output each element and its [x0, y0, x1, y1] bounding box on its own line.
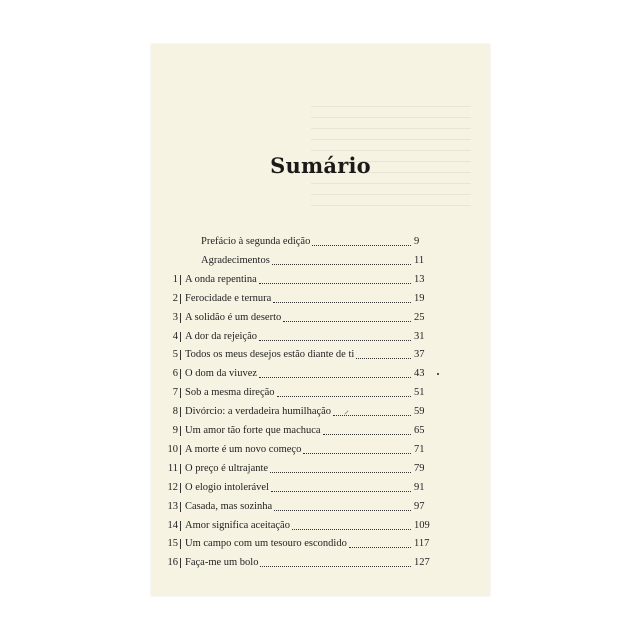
chapter-number: 11	[167, 462, 178, 474]
dot-leader	[323, 434, 411, 435]
dot-leader	[303, 453, 411, 454]
toc-entry	[185, 555, 412, 571]
dot-leader	[260, 566, 411, 567]
dot-leader	[356, 358, 411, 359]
separator-bar	[180, 539, 181, 549]
chapter-number: 10	[167, 443, 178, 455]
separator-bar	[180, 558, 181, 568]
toc-entry	[185, 385, 412, 401]
page-number: 127	[414, 557, 430, 569]
toc-entry	[201, 234, 412, 250]
toc-entry	[185, 423, 412, 439]
chapter-number: 9	[172, 425, 178, 436]
page-number: 79	[414, 462, 425, 474]
toc-entry	[185, 518, 412, 534]
chapter-title: Amor significa aceitação	[185, 519, 290, 531]
toc-row	[151, 366, 490, 382]
separator-bar	[180, 350, 181, 360]
dot-leader	[333, 415, 411, 416]
toc-entry	[185, 480, 412, 496]
dot-leader	[259, 377, 411, 378]
chapter-title: Casada, mas sozinha	[185, 500, 273, 512]
dot-leader	[259, 340, 411, 341]
dot-leader	[274, 510, 411, 511]
chapter-title: Faça-me um bolo	[185, 557, 259, 569]
page-number: 11	[414, 254, 425, 266]
dot-leader	[292, 529, 411, 530]
toc-entry	[185, 291, 412, 307]
page-number: 31	[414, 330, 425, 342]
page-number: 97	[414, 500, 425, 512]
separator-bar	[180, 388, 181, 398]
chapter-title: Um amor tão forte que machuca	[185, 425, 321, 436]
chapter-title: Divórcio: a verdadeira humilhação	[185, 406, 332, 418]
chapter-number: 16	[167, 557, 178, 569]
chapter-title: A onda repentina	[185, 273, 257, 285]
chapter-title: A morte é um novo começo	[185, 443, 302, 455]
chapter-title: Prefácio à segunda edição	[201, 236, 311, 247]
chapter-number: 5	[172, 349, 178, 361]
dot-leader	[349, 547, 411, 548]
page-number: 117	[414, 538, 430, 550]
chapter-title: O dom da viuvez	[185, 368, 258, 380]
dot-leader	[283, 321, 411, 322]
toc-row	[151, 536, 490, 552]
page-number: 37	[414, 349, 425, 361]
toc-entry	[185, 499, 412, 515]
toc-row	[151, 385, 490, 401]
toc-row	[151, 234, 490, 250]
chapter-number: 1	[172, 273, 178, 285]
chapter-title: Agradecimentos	[201, 254, 270, 266]
ink-speck	[437, 373, 439, 375]
chapter-title: O preço é ultrajante	[185, 462, 269, 474]
toc-row	[151, 253, 490, 269]
chapter-title: A dor da rejeição	[185, 330, 258, 342]
book-page	[151, 44, 490, 596]
separator-bar	[180, 502, 181, 512]
page-number: 19	[414, 292, 425, 304]
page-number: 43	[414, 368, 425, 380]
toc-row	[151, 347, 490, 363]
dot-leader	[273, 302, 411, 303]
page-number: 91	[414, 481, 425, 493]
separator-bar	[180, 521, 181, 531]
separator-bar	[180, 483, 181, 493]
separator-bar	[180, 464, 181, 474]
toc-row	[151, 499, 490, 515]
toc-entry	[185, 404, 412, 420]
page-number: 109	[414, 519, 430, 531]
chapter-number: 7	[172, 387, 178, 399]
toc-row	[151, 291, 490, 307]
dot-leader	[272, 264, 411, 265]
dot-leader	[270, 472, 411, 473]
separator-bar	[180, 445, 181, 455]
chapter-title: Todos os meus desejos estão diante de ti	[185, 349, 355, 361]
page-title: Sumário	[270, 153, 371, 178]
dot-leader	[271, 491, 411, 492]
chapter-number: 14	[167, 519, 178, 531]
chapter-title: O elogio intolerável	[185, 481, 269, 493]
toc-entry	[185, 310, 412, 326]
toc-entry	[185, 536, 412, 552]
chapter-title: Ferocidade e ternura	[185, 292, 272, 304]
chapter-number: 3	[172, 311, 178, 323]
toc-entry	[201, 253, 412, 269]
toc-entry	[185, 461, 412, 477]
page-number: 51	[414, 387, 425, 399]
chapter-title: A solidão é um deserto	[185, 311, 282, 323]
separator-bar	[180, 407, 181, 417]
chapter-title: Sob a mesma direção	[185, 387, 275, 399]
chapter-number: 4	[172, 330, 178, 342]
separator-bar	[180, 313, 181, 323]
page-number: 25	[414, 311, 425, 323]
toc-entry	[185, 272, 412, 288]
toc-row	[151, 555, 490, 571]
chapter-number: 2	[172, 292, 178, 304]
separator-bar	[180, 332, 181, 342]
chapter-number: 6	[172, 368, 178, 380]
toc-entry	[185, 366, 412, 382]
separator-bar	[180, 294, 181, 304]
toc-entry	[185, 347, 412, 363]
toc-row	[151, 461, 490, 477]
page-number: 9	[414, 236, 420, 247]
page-number: 65	[414, 425, 425, 436]
chapter-number: 15	[167, 538, 178, 550]
page-number: 59	[414, 406, 425, 418]
chapter-number: 8	[172, 406, 178, 418]
dot-leader	[312, 245, 411, 246]
dot-leader	[259, 283, 411, 284]
toc-row	[151, 518, 490, 534]
separator-bar	[180, 275, 181, 285]
separator-bar	[180, 369, 181, 379]
toc-row	[151, 404, 490, 420]
page-number: 13	[414, 273, 425, 285]
toc-row	[151, 329, 490, 345]
chapter-number: 13	[167, 500, 178, 512]
toc-row	[151, 480, 490, 496]
separator-bar	[180, 426, 181, 436]
toc-entry	[185, 442, 412, 458]
toc-row	[151, 272, 490, 288]
chapter-title: Um campo com um tesouro escondido	[185, 538, 347, 550]
toc-entry	[185, 329, 412, 345]
chapter-number: 12	[167, 481, 178, 493]
toc-row	[151, 442, 490, 458]
toc-row	[151, 423, 490, 439]
dot-leader	[277, 396, 411, 397]
page-number: 71	[414, 443, 425, 455]
toc-row	[151, 310, 490, 326]
